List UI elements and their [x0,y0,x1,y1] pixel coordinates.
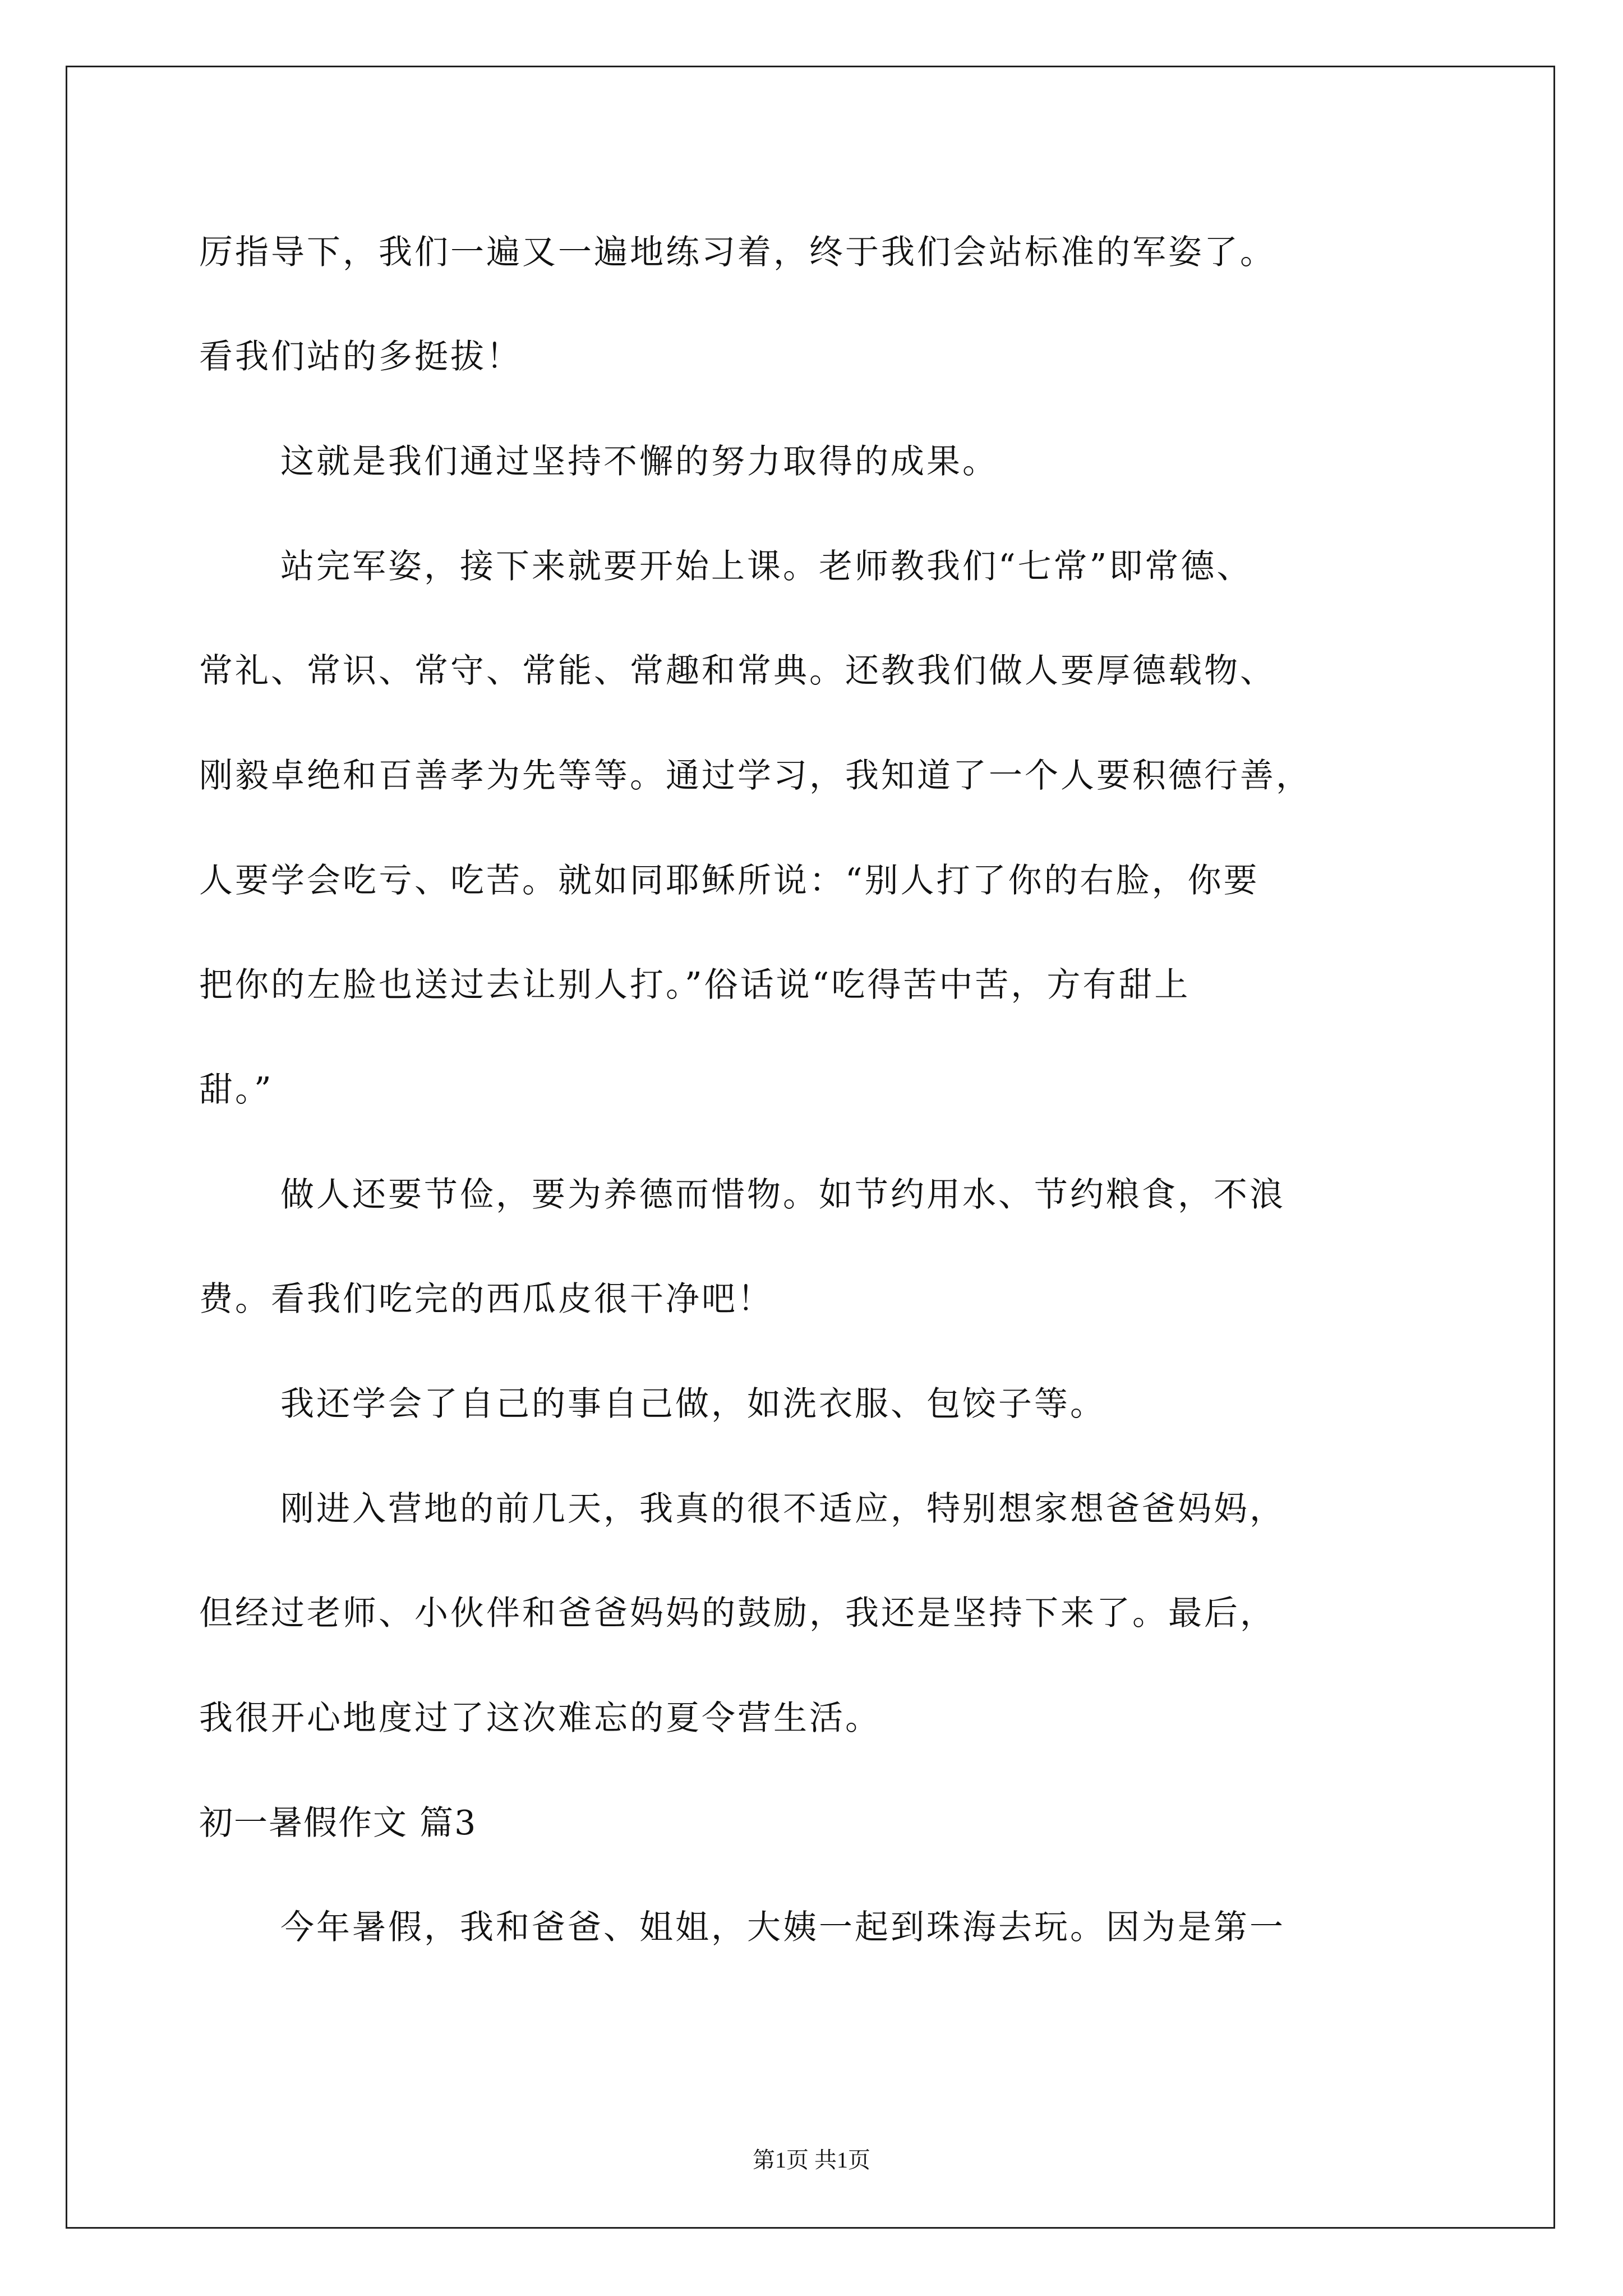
text-line: 但经过老师、小伙伴和爸爸妈妈的鼓励，我还是坚持下来了。最后， [199,1594,1276,1633]
section-heading: 初一暑假作文 篇3 [199,1803,477,1843]
text-line: 我还学会了自己的事自己做，如洗衣服、包饺子等。 [280,1384,1106,1424]
text-line: 费。看我们吃完的西瓜皮很干净吧！ [199,1280,773,1319]
text-line: 刚毅卓绝和百善孝为先等等。通过学习，我知道了一个人要积德行善， [199,756,1312,795]
text-line: 常礼、常识、常守、常能、常趣和常典。还教我们做人要厚德载物、 [199,651,1276,691]
text-line: 人要学会吃亏、吃苦。就如同耶稣所说：“别人打了你的右脸，你要 [199,861,1260,900]
text-line: 这就是我们通过坚持不懈的努力取得的成果。 [280,442,998,481]
text-line: 做人还要节俭，要为养德而惜物。如节约用水、节约粮食，不浪 [280,1175,1285,1214]
text-line: 今年暑假，我和爸爸、姐姐，大姨一起到珠海去玩。因为是第一 [280,1908,1285,1947]
page-footer: 第1页 共1页 [753,2147,870,2173]
page-border [66,66,1555,2229]
text-line: 我很开心地度过了这次难忘的夏令营生活。 [199,1699,881,1738]
text-line: 把你的左脸也送过去让别人打。”俗话说“吃得苦中苦，方有甜上 [199,965,1191,1005]
text-line: 站完军姿，接下来就要开始上课。老师教我们“七常”即常德、 [280,547,1253,586]
text-line: 看我们站的多挺拔！ [199,337,522,376]
text-line: 刚进入营地的前几天，我真的很不适应，特别想家想爸爸妈妈， [280,1489,1285,1529]
text-line: 甜。” [199,1070,274,1110]
text-line: 厉指导下，我们一遍又一遍地练习着，终于我们会站标准的军姿了。 [199,233,1276,272]
